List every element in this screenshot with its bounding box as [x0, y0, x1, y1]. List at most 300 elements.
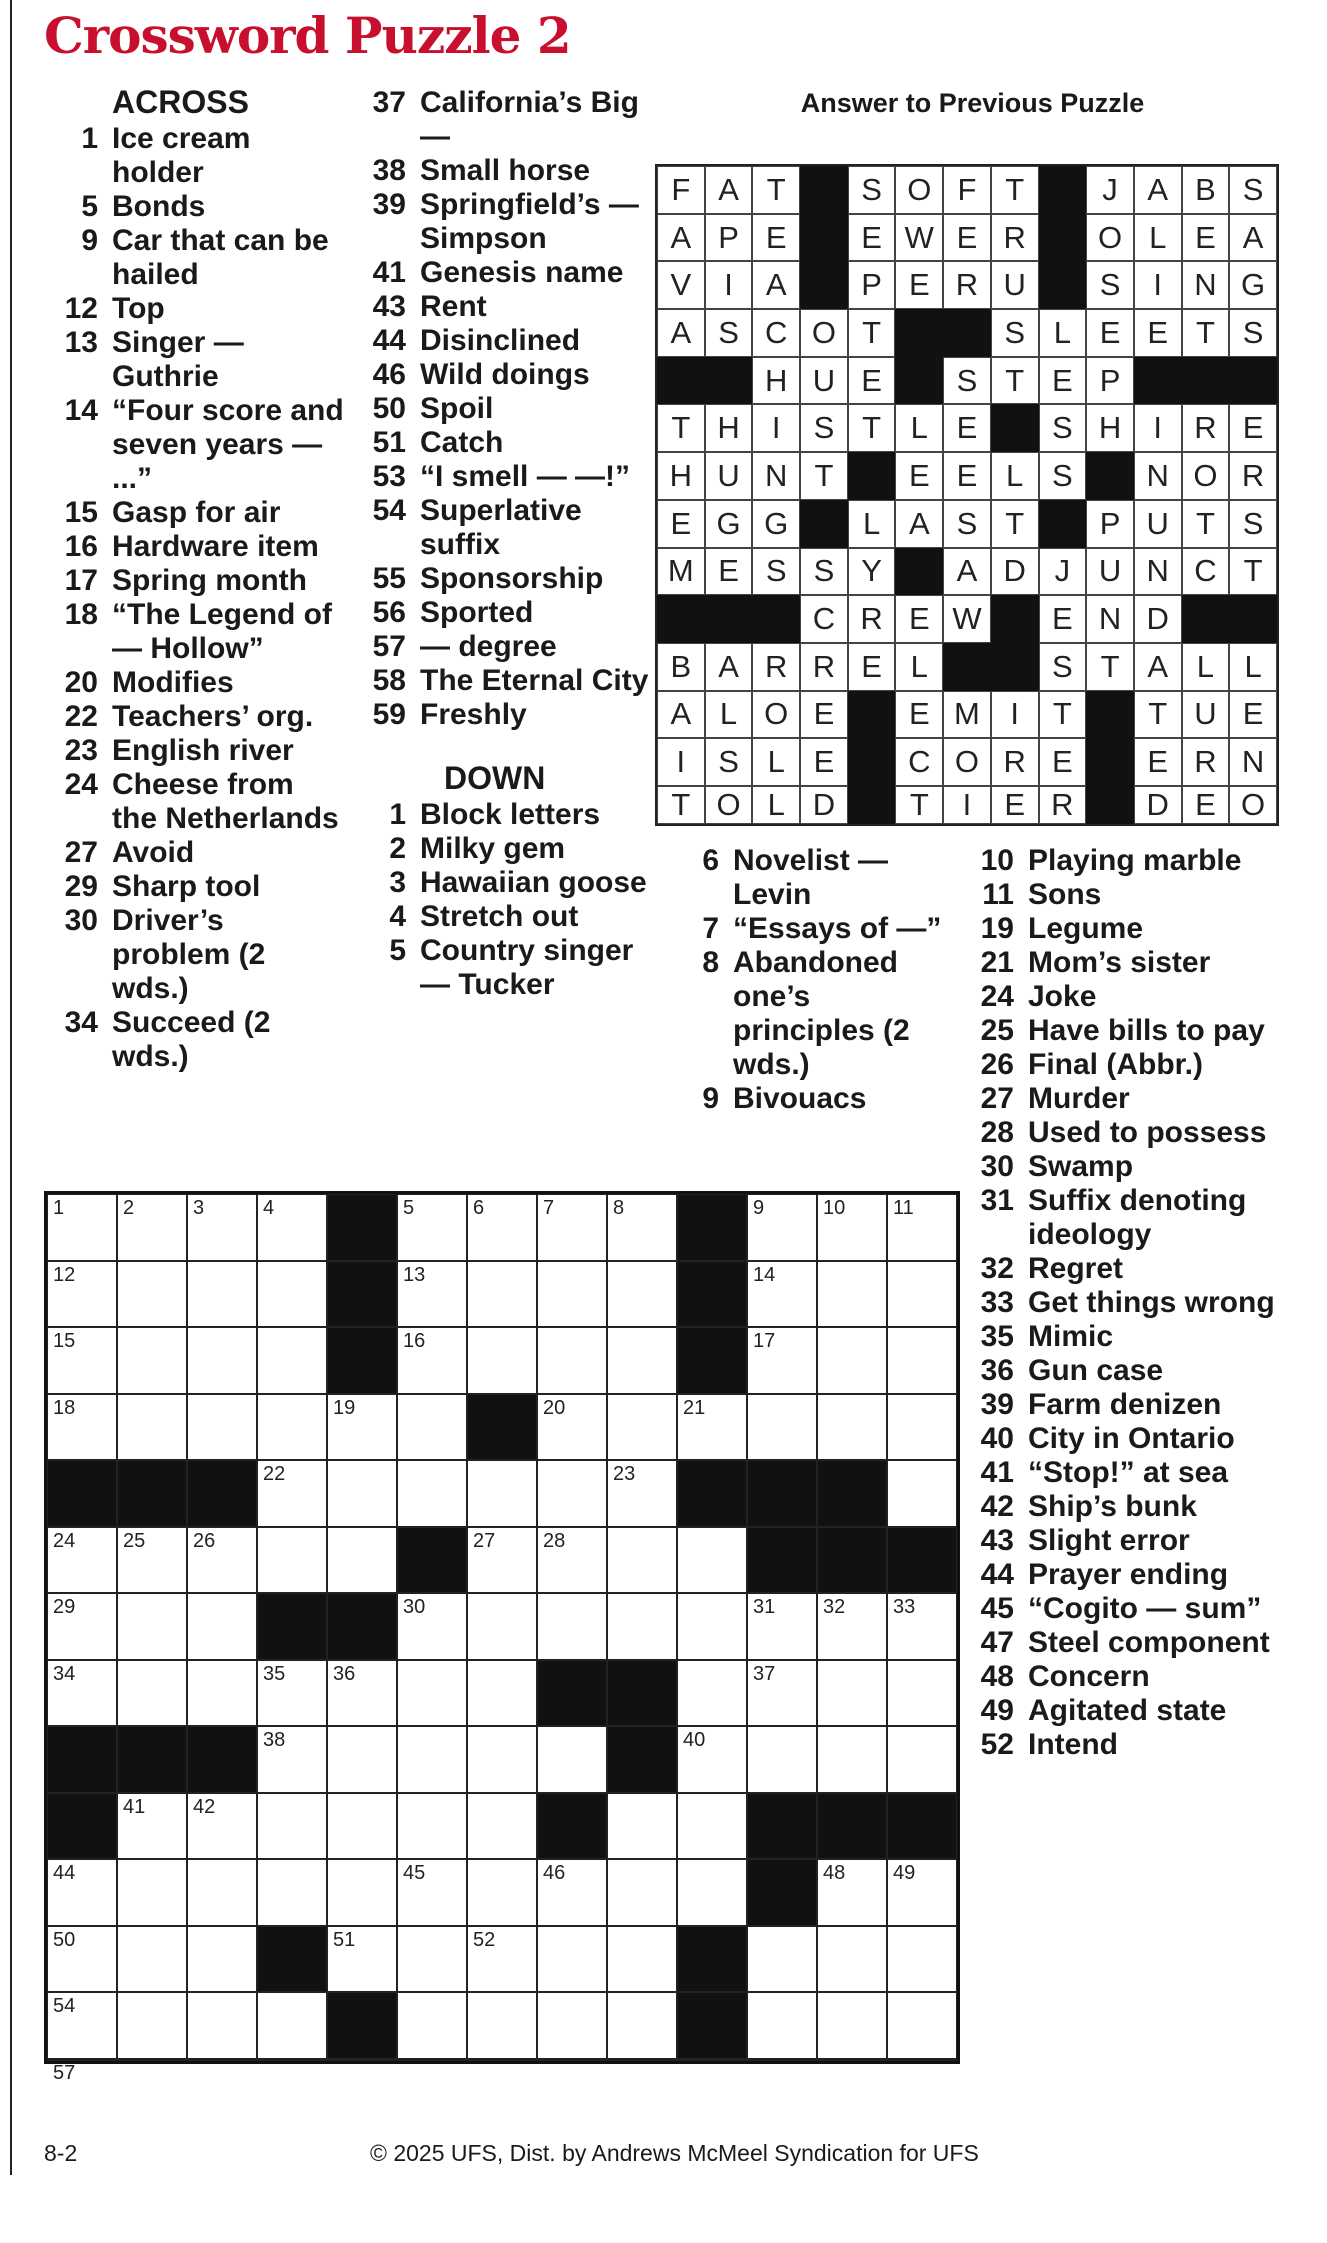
answer-square[interactable]	[187, 1992, 257, 2059]
answer-square[interactable]	[537, 1593, 607, 1660]
clue-number: 1	[81, 122, 98, 155]
answer-square[interactable]	[887, 1660, 957, 1727]
answer-letter: A	[1134, 643, 1182, 691]
answer-letter: E	[1229, 404, 1277, 452]
clue-text: Used to possess	[1028, 1116, 1267, 1149]
clue-text: “The Legend of — Hollow”	[112, 598, 332, 665]
answer-square[interactable]	[537, 1460, 607, 1527]
answer-square[interactable]	[607, 1793, 677, 1860]
answer-square[interactable]	[607, 1194, 677, 1261]
square-number: 36	[333, 1662, 356, 1685]
answer-letter: F	[943, 166, 991, 214]
answer-square[interactable]	[467, 2059, 537, 2061]
answer-square[interactable]	[677, 1593, 747, 1660]
answer-square[interactable]	[817, 1593, 887, 1660]
square-number: 20	[543, 1396, 566, 1419]
answer-square[interactable]	[117, 1992, 187, 2059]
answer-square[interactable]	[817, 1660, 887, 1727]
answer-square[interactable]	[397, 1593, 467, 1660]
answer-letter: P	[848, 261, 896, 309]
answer-letter: S	[705, 309, 753, 357]
down-clue-42	[960, 1490, 1290, 1524]
answer-letter: T	[991, 357, 1039, 405]
answer-letter: E	[848, 357, 896, 405]
answer-square[interactable]	[397, 1992, 467, 2059]
answer-square[interactable]	[397, 1660, 467, 1727]
answer-square[interactable]	[467, 1527, 537, 1594]
answer-black-square	[1039, 500, 1087, 548]
down-clue-4	[352, 900, 652, 934]
answer-square[interactable]	[817, 1394, 887, 1461]
black-square	[887, 1793, 957, 1860]
down-clue-43	[960, 1524, 1290, 1558]
answer-square[interactable]	[467, 1261, 537, 1328]
clue-text: Spoil	[420, 392, 494, 425]
down-clue-36	[960, 1354, 1290, 1388]
across-clue-14	[44, 394, 344, 496]
clue-text: Mom’s sister	[1028, 946, 1211, 979]
answer-square[interactable]	[257, 1327, 327, 1394]
answer-square[interactable]	[887, 1327, 957, 1394]
clue-number: 37	[372, 86, 406, 119]
answer-square[interactable]	[47, 1926, 117, 1993]
answer-square[interactable]	[397, 2059, 467, 2061]
answer-letter: H	[657, 452, 705, 500]
answer-square[interactable]	[187, 1926, 257, 1993]
clue-number: 47	[980, 1626, 1014, 1659]
across-clue-58	[352, 664, 652, 698]
black-square	[397, 1527, 467, 1594]
answer-square[interactable]	[677, 1394, 747, 1461]
answer-square[interactable]	[747, 1926, 817, 1993]
answer-square[interactable]	[257, 1859, 327, 1926]
clue-text: Catch	[420, 426, 504, 459]
answer-square[interactable]	[327, 1926, 397, 1993]
clue-text: Bivouacs	[733, 1082, 867, 1115]
answer-square[interactable]	[887, 1261, 957, 1328]
answer-letter: E	[1039, 357, 1087, 405]
clue-text: The Eternal City	[420, 664, 649, 697]
square-number: 33	[893, 1596, 916, 1618]
answer-square[interactable]	[187, 1793, 257, 1860]
answer-letter: R	[943, 261, 991, 309]
clue-text: Ice cream holder	[112, 122, 251, 189]
clue-number: 35	[980, 1320, 1014, 1353]
answer-square[interactable]	[397, 1859, 467, 1926]
square-number: 6	[473, 1197, 485, 1219]
down-clue-52	[960, 1728, 1290, 1762]
answer-square[interactable]	[257, 1793, 327, 1860]
clue-text: Rent	[420, 290, 487, 323]
answer-square[interactable]	[397, 1261, 467, 1328]
answer-square[interactable]	[607, 1593, 677, 1660]
answer-square[interactable]	[117, 1327, 187, 1394]
answer-letter: S	[943, 500, 991, 548]
clue-text: Ship’s bunk	[1028, 1490, 1197, 1523]
down-clue-47	[960, 1626, 1290, 1660]
answer-square[interactable]	[117, 1593, 187, 1660]
across-clue-44	[352, 324, 652, 358]
answer-square[interactable]	[47, 2059, 117, 2084]
clue-text: Avoid	[112, 836, 195, 869]
answer-square[interactable]	[117, 1859, 187, 1926]
answer-square[interactable]	[747, 1394, 817, 1461]
square-number: 7	[543, 1197, 555, 1219]
answer-square[interactable]	[467, 1726, 537, 1793]
across-clue-5	[44, 190, 344, 224]
answer-square[interactable]	[817, 1327, 887, 1394]
clue-number: 50	[372, 392, 406, 425]
down-clue-27	[960, 1082, 1290, 1116]
answer-square[interactable]	[747, 1593, 817, 1660]
answer-square[interactable]	[467, 1593, 537, 1660]
answer-letter: E	[895, 691, 943, 739]
answer-square[interactable]	[47, 1859, 117, 1926]
answer-square[interactable]	[257, 1394, 327, 1461]
answer-square[interactable]	[537, 1261, 607, 1328]
answer-letter: P	[1086, 357, 1134, 405]
answer-square[interactable]	[327, 1793, 397, 1860]
answer-letter: M	[657, 548, 705, 596]
answer-black-square	[1039, 261, 1087, 309]
answer-square[interactable]	[327, 1726, 397, 1793]
answer-letter: N	[1134, 452, 1182, 500]
answer-square[interactable]	[607, 1460, 677, 1527]
clue-text: Bonds	[112, 190, 206, 223]
answer-square[interactable]	[257, 1194, 327, 1261]
answer-square[interactable]	[467, 1660, 537, 1727]
answer-square[interactable]	[187, 1327, 257, 1394]
square-number: 32	[823, 1596, 846, 1618]
answer-square[interactable]	[887, 1992, 957, 2059]
answer-black-square	[943, 309, 991, 357]
clue-text: Concern	[1028, 1660, 1150, 1693]
answer-square[interactable]	[887, 1726, 957, 1793]
answer-letter: A	[657, 214, 705, 262]
square-number: 8	[613, 1197, 625, 1219]
across-clue-43	[352, 290, 652, 324]
answer-letter: J	[1039, 548, 1087, 596]
answer-square[interactable]	[677, 1793, 747, 1860]
answer-letter: L	[1229, 643, 1277, 691]
answer-letter: A	[943, 548, 991, 596]
clue-number: 14	[64, 394, 98, 427]
answer-square[interactable]	[47, 1327, 117, 1394]
answer-square[interactable]	[117, 1926, 187, 1993]
clue-number: 39	[980, 1388, 1014, 1421]
answer-square[interactable]	[887, 2059, 957, 2061]
black-square	[747, 1793, 817, 1860]
answer-letter: T	[848, 404, 896, 452]
answer-square[interactable]	[117, 1194, 187, 1261]
answer-square[interactable]	[887, 1460, 957, 1527]
black-square	[677, 1194, 747, 1261]
answer-square[interactable]	[817, 1926, 887, 1993]
answer-letter: W	[895, 214, 943, 262]
answer-square[interactable]	[887, 1593, 957, 1660]
answer-square[interactable]	[187, 1660, 257, 1727]
answer-square[interactable]	[817, 1194, 887, 1261]
answer-square[interactable]	[747, 1327, 817, 1394]
answer-letter: S	[752, 548, 800, 596]
across-clue-41	[352, 256, 652, 290]
answer-black-square	[1086, 452, 1134, 500]
answer-square[interactable]	[117, 1394, 187, 1461]
square-number: 44	[53, 1862, 76, 1884]
square-number: 27	[473, 1529, 496, 1552]
footer-copyright: © 2025 UFS, Dist. by Andrews McMeel Syndication for UFS	[370, 2140, 979, 2166]
down-clue-24	[960, 980, 1290, 1014]
square-number: 48	[823, 1862, 846, 1884]
answer-square[interactable]	[887, 1194, 957, 1261]
answer-square[interactable]	[817, 1992, 887, 2059]
across-clue-12	[44, 292, 344, 326]
answer-square[interactable]	[537, 1194, 607, 1261]
answer-letter: S	[1039, 643, 1087, 691]
down-clue-5	[352, 934, 652, 1002]
answer-letter: S	[848, 166, 896, 214]
answer-black-square	[1039, 214, 1087, 262]
answer-square[interactable]	[187, 1593, 257, 1660]
black-square	[327, 1327, 397, 1394]
answer-square[interactable]	[117, 2059, 187, 2061]
answer-square[interactable]	[607, 1859, 677, 1926]
answer-square[interactable]	[887, 1859, 957, 1926]
clue-text: City in Ontario	[1028, 1422, 1235, 1455]
answer-square[interactable]	[467, 1992, 537, 2059]
clue-number: 29	[64, 870, 98, 903]
answer-square[interactable]	[817, 1859, 887, 1926]
answer-square[interactable]	[397, 1926, 467, 1993]
answer-letter: E	[752, 214, 800, 262]
answer-square[interactable]	[467, 1327, 537, 1394]
across-clue-24	[44, 768, 344, 836]
answer-square[interactable]	[467, 1194, 537, 1261]
answer-square[interactable]	[397, 1460, 467, 1527]
answer-square[interactable]	[327, 1859, 397, 1926]
answer-square[interactable]	[397, 1394, 467, 1461]
answer-square[interactable]	[117, 1660, 187, 1727]
clue-text: Gasp for air	[112, 496, 281, 529]
black-square	[327, 1194, 397, 1261]
answer-square[interactable]	[537, 1327, 607, 1394]
square-number: 5	[403, 1197, 415, 1219]
clue-number: 59	[372, 698, 406, 731]
black-square	[887, 1527, 957, 1594]
answer-square[interactable]	[257, 1726, 327, 1793]
answer-square[interactable]	[47, 1194, 117, 1261]
across-clue-30	[44, 904, 344, 1006]
answer-square[interactable]	[327, 1527, 397, 1594]
clue-number: 44	[372, 324, 406, 357]
clue-number: 30	[980, 1150, 1014, 1183]
clue-number: 55	[372, 562, 406, 595]
answer-square[interactable]	[467, 1926, 537, 1993]
answer-square[interactable]	[537, 2059, 607, 2061]
answer-black-square	[943, 643, 991, 691]
answer-square[interactable]	[257, 1261, 327, 1328]
clue-text: Novelist — Levin	[733, 844, 889, 911]
answer-square[interactable]	[537, 1992, 607, 2059]
clue-number: 1	[389, 798, 406, 831]
black-square	[747, 1527, 817, 1594]
down-clue-32	[960, 1252, 1290, 1286]
answer-letter: S	[943, 357, 991, 405]
answer-square[interactable]	[747, 1261, 817, 1328]
answer-square[interactable]	[257, 1992, 327, 2059]
answer-square[interactable]	[607, 1527, 677, 1594]
answer-square[interactable]	[467, 1859, 537, 1926]
clue-number: 22	[64, 700, 98, 733]
across-clue-20	[44, 666, 344, 700]
clue-number: 27	[64, 836, 98, 869]
answer-square[interactable]	[187, 1859, 257, 1926]
answer-letter: I	[705, 261, 753, 309]
clue-text: Small horse	[420, 154, 591, 187]
answer-square[interactable]	[677, 1726, 747, 1793]
answer-square[interactable]	[747, 1992, 817, 2059]
answer-letter: L	[848, 500, 896, 548]
answer-square[interactable]	[187, 1394, 257, 1461]
answer-square[interactable]	[537, 1926, 607, 1993]
answer-black-square	[800, 500, 848, 548]
answer-black-square	[1134, 357, 1182, 405]
answer-square[interactable]	[537, 1726, 607, 1793]
answer-letter: F	[657, 166, 705, 214]
answer-square[interactable]	[817, 2059, 887, 2061]
answer-square[interactable]	[887, 1926, 957, 1993]
answer-square[interactable]	[817, 1261, 887, 1328]
black-square	[47, 1793, 117, 1860]
answer-square[interactable]	[747, 1726, 817, 1793]
answer-letter: T	[991, 166, 1039, 214]
answer-letter: S	[991, 309, 1039, 357]
answer-square[interactable]	[117, 1261, 187, 1328]
answer-square[interactable]	[397, 1793, 467, 1860]
answer-square[interactable]	[257, 1460, 327, 1527]
answer-square[interactable]	[397, 1194, 467, 1261]
answer-square[interactable]	[47, 1261, 117, 1328]
answer-square[interactable]	[607, 1992, 677, 2059]
answer-letter: V	[657, 261, 705, 309]
answer-letter: E	[895, 261, 943, 309]
across-clue-57	[352, 630, 652, 664]
answer-square[interactable]	[327, 1394, 397, 1461]
answer-square[interactable]	[467, 1793, 537, 1860]
answer-square[interactable]	[187, 1194, 257, 1261]
answer-square[interactable]	[47, 1394, 117, 1461]
answer-square[interactable]	[397, 1327, 467, 1394]
answer-letter: S	[1229, 309, 1277, 357]
answer-square[interactable]	[47, 1527, 117, 1594]
answer-square[interactable]	[187, 1527, 257, 1594]
answer-square[interactable]	[397, 1726, 467, 1793]
answer-letter: G	[752, 500, 800, 548]
clue-text: Mimic	[1028, 1320, 1114, 1353]
answer-square[interactable]	[817, 1726, 887, 1793]
answer-square[interactable]	[327, 1460, 397, 1527]
answer-square[interactable]	[677, 1859, 747, 1926]
clue-number: 39	[372, 188, 406, 221]
footer-code: 8-2	[44, 2140, 78, 2166]
square-number: 15	[53, 1330, 76, 1352]
answer-square[interactable]	[117, 1793, 187, 1860]
answer-square[interactable]	[187, 2059, 257, 2061]
clue-text: Stretch out	[420, 900, 579, 933]
answer-letter: I	[943, 786, 991, 824]
across-clue-53	[352, 460, 652, 494]
answer-black-square	[800, 166, 848, 214]
square-number: 30	[403, 1596, 426, 1618]
answer-letter: S	[1039, 404, 1087, 452]
answer-square[interactable]	[607, 2059, 677, 2061]
answer-black-square	[1086, 786, 1134, 824]
answer-letter: E	[1182, 214, 1230, 262]
answer-square[interactable]	[327, 1660, 397, 1727]
answer-letter: A	[895, 500, 943, 548]
answer-square[interactable]	[607, 1926, 677, 1993]
clue-text: Steel component	[1028, 1626, 1270, 1659]
answer-black-square	[991, 643, 1039, 691]
answer-square[interactable]	[537, 1859, 607, 1926]
answer-letter: L	[752, 786, 800, 824]
clue-number: 15	[64, 496, 98, 529]
clue-number: 30	[64, 904, 98, 937]
down-clue-41	[960, 1456, 1290, 1490]
answer-square[interactable]	[677, 1660, 747, 1727]
clue-number: 45	[980, 1592, 1014, 1625]
answer-letter: T	[752, 166, 800, 214]
answer-square[interactable]	[537, 1527, 607, 1594]
answer-square[interactable]	[607, 1261, 677, 1328]
answer-black-square	[1182, 357, 1230, 405]
down-clue-35	[960, 1320, 1290, 1354]
answer-square[interactable]	[607, 1327, 677, 1394]
answer-letter: E	[848, 643, 896, 691]
down-clue-45	[960, 1592, 1290, 1626]
clue-number: 34	[64, 1006, 98, 1039]
answer-square[interactable]	[47, 1593, 117, 1660]
answer-square[interactable]	[747, 2059, 817, 2061]
clue-text: Agitated state	[1028, 1694, 1227, 1727]
answer-square[interactable]	[607, 1394, 677, 1461]
answer-square[interactable]	[677, 1527, 747, 1594]
answer-letter: T	[1182, 500, 1230, 548]
answer-square[interactable]	[257, 1660, 327, 1727]
answer-square[interactable]	[747, 1660, 817, 1727]
answer-square[interactable]	[47, 1992, 117, 2059]
answer-letter: O	[943, 738, 991, 786]
square-number: 9	[753, 1197, 765, 1219]
answer-letter: T	[895, 786, 943, 824]
answer-square[interactable]	[887, 1394, 957, 1461]
answer-square[interactable]	[47, 1660, 117, 1727]
answer-square[interactable]	[747, 1194, 817, 1261]
clue-text: Modifies	[112, 666, 234, 699]
clue-text: Hawaiian goose	[420, 866, 647, 899]
answer-square[interactable]	[117, 1527, 187, 1594]
answer-square[interactable]	[257, 2059, 327, 2061]
answer-square[interactable]	[467, 1460, 537, 1527]
answer-square[interactable]	[257, 1527, 327, 1594]
answer-letter: S	[1229, 500, 1277, 548]
answer-letter: S	[1229, 166, 1277, 214]
answer-square[interactable]	[187, 1261, 257, 1328]
clues-column-2	[352, 86, 652, 1002]
clue-number: 53	[372, 460, 406, 493]
across-clue-37	[352, 86, 652, 154]
answer-square[interactable]	[537, 1394, 607, 1461]
